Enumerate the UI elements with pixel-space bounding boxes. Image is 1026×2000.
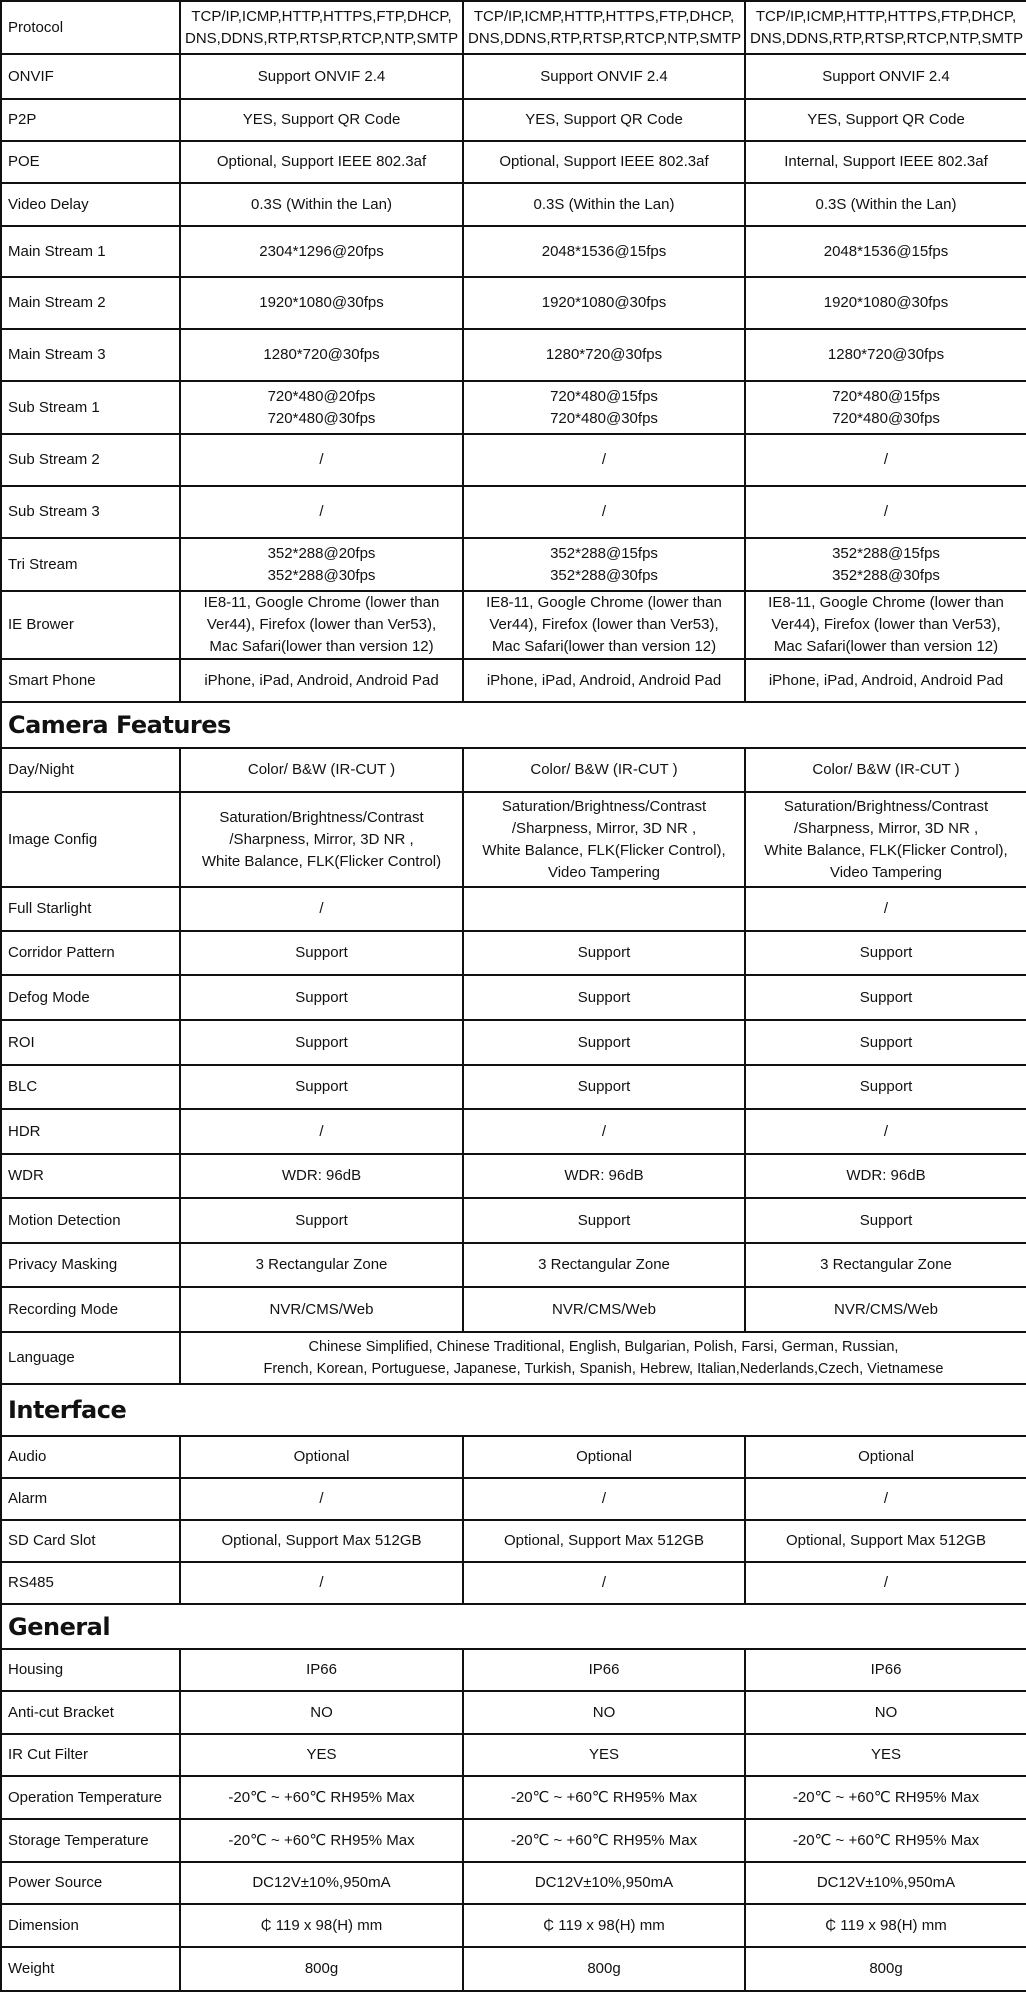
spec-value-model-2: Optional, Support IEEE 802.3af xyxy=(463,141,745,183)
spec-value-model-1: 2304*1296@20fps xyxy=(180,226,463,277)
spec-label: RS485 xyxy=(1,1562,180,1604)
spec-value-model-2: ₵ 119 x 98(H) mm xyxy=(463,1904,745,1947)
spec-row xyxy=(1,183,1026,226)
spec-label: SD Card Slot xyxy=(1,1520,180,1562)
spec-row xyxy=(1,1332,1026,1384)
spec-value-model-1: Optional, Support Max 512GB xyxy=(180,1520,463,1562)
spec-label: Defog Mode xyxy=(1,975,180,1020)
spec-value-model-1: / xyxy=(180,1562,463,1604)
spec-value-model-3: YES, Support QR Code xyxy=(745,99,1026,141)
spec-row xyxy=(1,1691,1026,1734)
spec-value-model-3: Support ONVIF 2.4 xyxy=(745,54,1026,99)
spec-value-model-2: Color/ B&W (IR-CUT ) xyxy=(463,748,745,792)
spec-label: WDR xyxy=(1,1154,180,1198)
spec-value-model-1: YES, Support QR Code xyxy=(180,99,463,141)
spec-label: Weight xyxy=(1,1947,180,1991)
spec-value-model-2: YES xyxy=(463,1734,745,1776)
spec-label: Sub Stream 1 xyxy=(1,381,180,434)
spec-value-model-1: Color/ B&W (IR-CUT ) xyxy=(180,748,463,792)
spec-row xyxy=(1,277,1026,329)
spec-row xyxy=(1,1520,1026,1562)
spec-value-model-3: 2048*1536@15fps xyxy=(745,226,1026,277)
spec-label: P2P xyxy=(1,99,180,141)
spec-row xyxy=(1,1478,1026,1520)
spec-value-model-3: WDR: 96dB xyxy=(745,1154,1026,1198)
spec-row xyxy=(1,1154,1026,1198)
spec-value-model-2: -20℃ ~ +60℃ RH95% Max xyxy=(463,1776,745,1819)
spec-value-model-1: YES xyxy=(180,1734,463,1776)
spec-row xyxy=(1,329,1026,381)
spec-value-model-1: / xyxy=(180,1478,463,1520)
spec-row xyxy=(1,1287,1026,1332)
spec-value-model-2: Support xyxy=(463,1198,745,1243)
spec-value-model-2: 800g xyxy=(463,1947,745,1991)
spec-label: Video Delay xyxy=(1,183,180,226)
spec-label: Dimension xyxy=(1,1904,180,1947)
spec-label: Language xyxy=(1,1332,180,1384)
spec-value-model-1: 3 Rectangular Zone xyxy=(180,1243,463,1287)
spec-value-model-1: Support xyxy=(180,1065,463,1109)
spec-label: Main Stream 3 xyxy=(1,329,180,381)
spec-value-model-2: NO xyxy=(463,1691,745,1734)
spec-value-model-3: Support xyxy=(745,1198,1026,1243)
spec-label: POE xyxy=(1,141,180,183)
spec-value-model-1: TCP/IP,ICMP,HTTP,HTTPS,FTP,DHCP, DNS,DDNS,RTP,RTSP,RTCP,NTP,SMTP xyxy=(180,1,463,54)
spec-value-model-1: Optional xyxy=(180,1436,463,1478)
spec-row xyxy=(1,1065,1026,1109)
spec-value-model-2: YES, Support QR Code xyxy=(463,99,745,141)
spec-row xyxy=(1,99,1026,141)
spec-row xyxy=(1,1776,1026,1819)
spec-label: Storage Temperature xyxy=(1,1819,180,1862)
spec-row xyxy=(1,1,1026,54)
spec-value-model-1: Support xyxy=(180,931,463,975)
spec-value-model-3: NO xyxy=(745,1691,1026,1734)
spec-value-model-3: iPhone, iPad, Android, Android Pad xyxy=(745,659,1026,702)
spec-label: Corridor Pattern xyxy=(1,931,180,975)
spec-row xyxy=(1,1243,1026,1287)
spec-label: Full Starlight xyxy=(1,887,180,931)
spec-row xyxy=(1,659,1026,702)
spec-value-model-2: Support xyxy=(463,931,745,975)
spec-value-model-1: IP66 xyxy=(180,1649,463,1691)
spec-value-model-3: Color/ B&W (IR-CUT ) xyxy=(745,748,1026,792)
spec-label: BLC xyxy=(1,1065,180,1109)
spec-value-model-3: 800g xyxy=(745,1947,1026,1991)
spec-value-model-3: / xyxy=(745,486,1026,538)
spec-value-model-3: / xyxy=(745,1478,1026,1520)
spec-value-model-3: Optional, Support Max 512GB xyxy=(745,1520,1026,1562)
spec-value-model-1: 0.3S (Within the Lan) xyxy=(180,183,463,226)
spec-row xyxy=(1,1649,1026,1691)
spec-label: Anti-cut Bracket xyxy=(1,1691,180,1734)
spec-value-model-3: 720*480@15fps 720*480@30fps xyxy=(745,381,1026,434)
spec-value-model-1: iPhone, iPad, Android, Android Pad xyxy=(180,659,463,702)
spec-label: Protocol xyxy=(1,1,180,54)
spec-value-model-1: IE8-11, Google Chrome (lower than Ver44), Firefox (lower than Ver53), Mac Safari(lower than version 12) xyxy=(180,591,463,659)
spec-value-model-1: / xyxy=(180,1109,463,1154)
spec-value-model-2: / xyxy=(463,434,745,486)
spec-value-model-2: IE8-11, Google Chrome (lower than Ver44), Firefox (lower than Ver53), Mac Safari(lower than version 12) xyxy=(463,591,745,659)
spec-label: Day/Night xyxy=(1,748,180,792)
spec-label: Tri Stream xyxy=(1,538,180,591)
spec-value-model-1: 800g xyxy=(180,1947,463,1991)
spec-value-model-2: Optional, Support Max 512GB xyxy=(463,1520,745,1562)
spec-value-model-1: NVR/CMS/Web xyxy=(180,1287,463,1332)
spec-value-model-3: Support xyxy=(745,975,1026,1020)
spec-value-model-3: -20℃ ~ +60℃ RH95% Max xyxy=(745,1776,1026,1819)
spec-value-model-3: 3 Rectangular Zone xyxy=(745,1243,1026,1287)
spec-label: Alarm xyxy=(1,1478,180,1520)
spec-row xyxy=(1,1862,1026,1904)
spec-label: ROI xyxy=(1,1020,180,1065)
spec-value-model-3: / xyxy=(745,1562,1026,1604)
spec-value-model-1: NO xyxy=(180,1691,463,1734)
spec-value-model-2: / xyxy=(463,1478,745,1520)
spec-value-model-1: -20℃ ~ +60℃ RH95% Max xyxy=(180,1819,463,1862)
spec-label: HDR xyxy=(1,1109,180,1154)
spec-row xyxy=(1,975,1026,1020)
spec-row xyxy=(1,1198,1026,1243)
spec-value-model-3: Optional xyxy=(745,1436,1026,1478)
spec-value-model-3: 1920*1080@30fps xyxy=(745,277,1026,329)
spec-value-model-3: IP66 xyxy=(745,1649,1026,1691)
section-header-row xyxy=(1,1604,1026,1649)
spec-value-model-3: / xyxy=(745,887,1026,931)
spec-value-model-1: Support ONVIF 2.4 xyxy=(180,54,463,99)
spec-value-model-2: Support ONVIF 2.4 xyxy=(463,54,745,99)
spec-value-model-1: / xyxy=(180,434,463,486)
section-title: Camera Features xyxy=(1,702,1026,748)
spec-row xyxy=(1,1020,1026,1065)
spec-value-model-2: / xyxy=(463,1562,745,1604)
spec-label: Privacy Masking xyxy=(1,1243,180,1287)
spec-value-model-1: Saturation/Brightness/Contrast /Sharpness, Mirror, 3D NR , White Balance, FLK(Flicker Control) xyxy=(180,792,463,887)
spec-label: Power Source xyxy=(1,1862,180,1904)
spec-value-model-1: Support xyxy=(180,975,463,1020)
spec-value-model-2: 3 Rectangular Zone xyxy=(463,1243,745,1287)
spec-value-model-3: Support xyxy=(745,1065,1026,1109)
spec-label: IE Brower xyxy=(1,591,180,659)
spec-value-model-2: -20℃ ~ +60℃ RH95% Max xyxy=(463,1819,745,1862)
spec-label: Motion Detection xyxy=(1,1198,180,1243)
spec-label: Operation Temperature xyxy=(1,1776,180,1819)
spec-row xyxy=(1,1436,1026,1478)
spec-value-model-3: 0.3S (Within the Lan) xyxy=(745,183,1026,226)
section-title: General xyxy=(1,1604,1026,1649)
spec-value-model-1: 352*288@20fps 352*288@30fps xyxy=(180,538,463,591)
spec-value-model-2: NVR/CMS/Web xyxy=(463,1287,745,1332)
spec-value-model-2: iPhone, iPad, Android, Android Pad xyxy=(463,659,745,702)
spec-label: Sub Stream 2 xyxy=(1,434,180,486)
spec-row xyxy=(1,748,1026,792)
spec-value-model-2: IP66 xyxy=(463,1649,745,1691)
spec-value-model-2: 1280*720@30fps xyxy=(463,329,745,381)
spec-value-model-2: / xyxy=(463,486,745,538)
spec-value-model-1: / xyxy=(180,887,463,931)
spec-value-model-1: WDR: 96dB xyxy=(180,1154,463,1198)
section-header-row xyxy=(1,1384,1026,1436)
spec-row xyxy=(1,1109,1026,1154)
spec-label: Recording Mode xyxy=(1,1287,180,1332)
spec-value-model-2: Support xyxy=(463,975,745,1020)
spec-value-all-models: Chinese Simplified, Chinese Traditional, English, Bulgarian, Polish, Farsi, German, Russian, French, Korean, Portuguese, Japanese, Turkish, Spanish, Hebrew, Italian,Nederlands,Czech, Vietnamese xyxy=(180,1332,1026,1384)
spec-value-model-1: ₵ 119 x 98(H) mm xyxy=(180,1904,463,1947)
spec-value-model-3: NVR/CMS/Web xyxy=(745,1287,1026,1332)
spec-row xyxy=(1,1562,1026,1604)
spec-value-model-3: Support xyxy=(745,931,1026,975)
spec-row xyxy=(1,1734,1026,1776)
spec-value-model-1: 720*480@20fps 720*480@30fps xyxy=(180,381,463,434)
spec-label: Housing xyxy=(1,1649,180,1691)
spec-row xyxy=(1,226,1026,277)
spec-value-model-3: DC12V±10%,950mA xyxy=(745,1862,1026,1904)
spec-row xyxy=(1,141,1026,183)
spec-value-model-2: 0.3S (Within the Lan) xyxy=(463,183,745,226)
spec-value-model-1: -20℃ ~ +60℃ RH95% Max xyxy=(180,1776,463,1819)
spec-label: Sub Stream 3 xyxy=(1,486,180,538)
spec-value-model-3: TCP/IP,ICMP,HTTP,HTTPS,FTP,DHCP, DNS,DDNS,RTP,RTSP,RTCP,NTP,SMTP xyxy=(745,1,1026,54)
spec-label: Image Config xyxy=(1,792,180,887)
spec-row xyxy=(1,591,1026,659)
spec-label: Main Stream 2 xyxy=(1,277,180,329)
spec-label: Smart Phone xyxy=(1,659,180,702)
spec-value-model-2: DC12V±10%,950mA xyxy=(463,1862,745,1904)
spec-row xyxy=(1,54,1026,99)
spec-value-model-3: -20℃ ~ +60℃ RH95% Max xyxy=(745,1819,1026,1862)
spec-value-model-3: Saturation/Brightness/Contrast /Sharpness, Mirror, 3D NR , White Balance, FLK(Flicker Control), Video Tampering xyxy=(745,792,1026,887)
spec-value-model-1: Optional, Support IEEE 802.3af xyxy=(180,141,463,183)
spec-row xyxy=(1,931,1026,975)
section-title: Interface xyxy=(1,1384,1026,1436)
spec-value-model-3: IE8-11, Google Chrome (lower than Ver44), Firefox (lower than Ver53), Mac Safari(lower than version 12) xyxy=(745,591,1026,659)
spec-value-model-2: / xyxy=(463,1109,745,1154)
spec-value-model-1: / xyxy=(180,486,463,538)
spec-value-model-2: TCP/IP,ICMP,HTTP,HTTPS,FTP,DHCP, DNS,DDNS,RTP,RTSP,RTCP,NTP,SMTP xyxy=(463,1,745,54)
spec-value-model-2: Optional xyxy=(463,1436,745,1478)
spec-table-body xyxy=(1,1,1026,1991)
spec-row xyxy=(1,486,1026,538)
spec-value-model-3: 352*288@15fps 352*288@30fps xyxy=(745,538,1026,591)
spec-label: ONVIF xyxy=(1,54,180,99)
spec-value-model-3: YES xyxy=(745,1734,1026,1776)
spec-row xyxy=(1,538,1026,591)
spec-label: IR Cut Filter xyxy=(1,1734,180,1776)
spec-label: Main Stream 1 xyxy=(1,226,180,277)
spec-value-model-2: Saturation/Brightness/Contrast /Sharpness, Mirror, 3D NR , White Balance, FLK(Flicker Control), Video Tampering xyxy=(463,792,745,887)
spec-value-model-2: Support xyxy=(463,1065,745,1109)
spec-value-model-2: WDR: 96dB xyxy=(463,1154,745,1198)
spec-value-model-2 xyxy=(463,887,745,931)
spec-row xyxy=(1,792,1026,887)
spec-value-model-3: Internal, Support IEEE 802.3af xyxy=(745,141,1026,183)
spec-value-model-2: 2048*1536@15fps xyxy=(463,226,745,277)
spec-row xyxy=(1,1904,1026,1947)
spec-value-model-1: Support xyxy=(180,1020,463,1065)
spec-value-model-3: / xyxy=(745,1109,1026,1154)
spec-value-model-3: Support xyxy=(745,1020,1026,1065)
spec-value-model-2: 352*288@15fps 352*288@30fps xyxy=(463,538,745,591)
spec-row xyxy=(1,381,1026,434)
spec-label: Audio xyxy=(1,1436,180,1478)
section-header-row xyxy=(1,702,1026,748)
spec-row xyxy=(1,1819,1026,1862)
spec-value-model-2: Support xyxy=(463,1020,745,1065)
spec-value-model-1: Support xyxy=(180,1198,463,1243)
spec-value-model-1: 1280*720@30fps xyxy=(180,329,463,381)
spec-row xyxy=(1,887,1026,931)
spec-value-model-1: 1920*1080@30fps xyxy=(180,277,463,329)
spec-value-model-3: / xyxy=(745,434,1026,486)
spec-value-model-3: 1280*720@30fps xyxy=(745,329,1026,381)
spec-row xyxy=(1,1947,1026,1991)
spec-value-model-1: DC12V±10%,950mA xyxy=(180,1862,463,1904)
spec-value-model-3: ₵ 119 x 98(H) mm xyxy=(745,1904,1026,1947)
spec-row xyxy=(1,434,1026,486)
spec-value-model-2: 720*480@15fps 720*480@30fps xyxy=(463,381,745,434)
spec-value-model-2: 1920*1080@30fps xyxy=(463,277,745,329)
